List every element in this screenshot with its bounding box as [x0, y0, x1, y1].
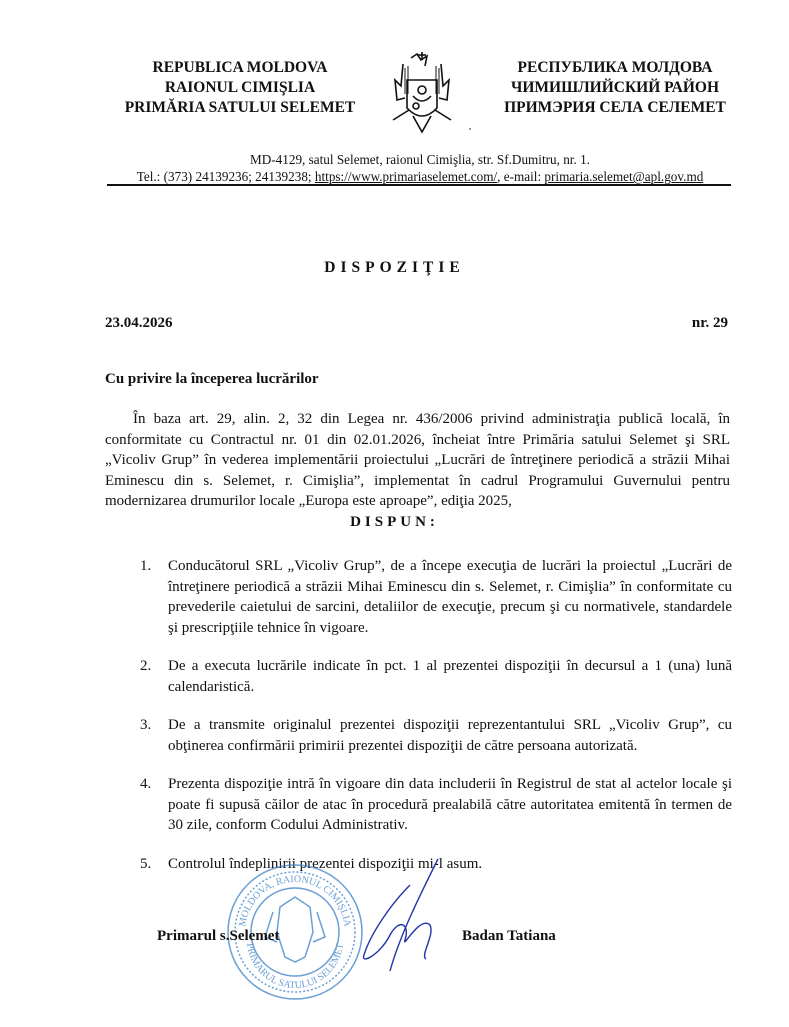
email-link[interactable]: primaria.selemet@apl.gov.md — [544, 169, 704, 184]
header-left — [100, 58, 380, 118]
contact-line — [100, 168, 740, 185]
document-subject: Cu privire la începerea lucrărilor — [105, 371, 319, 387]
list-item — [140, 556, 732, 638]
list-item — [140, 774, 732, 836]
item-text: De a transmite originalul prezentei dispoziţii reprezentantului SRL „Vicoliv Grup”, cu obţinerea confirmării primirii prezentei dispoziţii de către persoana autorizată. — [168, 717, 732, 754]
contact-block — [100, 151, 740, 185]
dispositions-list — [140, 556, 732, 892]
email-label: , e-mail: — [497, 169, 545, 184]
website-link[interactable]: https://www.primariaselemet.com/ — [314, 169, 498, 184]
document-date: 23.04.2026 — [105, 315, 173, 331]
item-text: Conducătorul SRL „Vicoliv Grup”, de a începe execuţia de lucrări la proiectul „Lucrări de întreţinere periodică a străzii Mihai Eminescu din s. Selemet, r. Cimişlia” în conformitate cu prevederile caietului de sarcini, detaliilor de execuţie, precum şi cu normativele, standardele şi prescripţiile tehnice în vigoare. — [168, 558, 732, 636]
address: MD-4129, satul Selemet, raionul Cimişlia, str. Sf.Dumitru, nr. 1. — [250, 152, 590, 167]
header-right — [470, 58, 760, 118]
signatory-name: Badan Tatiana — [462, 928, 556, 944]
item-number: 3. — [140, 717, 152, 733]
handwritten-signature — [350, 855, 450, 975]
dispun-heading: DISPUN: — [350, 514, 439, 530]
header-divider — [107, 184, 731, 186]
stamp-text-bottom: PRIMARUL SATULUI SELEMET — [244, 942, 346, 992]
document-title: DISPOZIŢIE — [324, 259, 465, 276]
header-left-line: RAIONUL CIMIŞLIA — [164, 79, 316, 96]
item-text: De a executa lucrările indicate în pct. 1 al prezentei dispoziţii în decursul a 1 (una) lună calendaristică. — [168, 658, 732, 695]
moldova-coat-of-arms-icon — [383, 50, 461, 134]
header-left-line: REPUBLICA MOLDOVA — [152, 59, 328, 76]
list-item — [140, 656, 732, 697]
preamble: În baza art. 29, alin. 2, 32 din Legea nr. 436/2006 privind administraţia publică locală, în conformitate cu Contractul nr. 01 din 02.01.2026, încheiat între Primăria satului Selemet şi SRL „Vicoliv Grup” în vederea implementării proiectului „Lucrări de întreţinere periodică a străzii Mihai Eminescu din s. Selemet, r. Cimişlia”, implementat în cadrul Programului Guvernului pentru modernizarea drumurilor locale „Europa este aproape”, ediţia 2025, — [105, 411, 730, 509]
stamp-text-top: MOLDOVA, RAIONUL CIMIŞLIA — [237, 873, 353, 928]
item-number: 1. — [140, 558, 152, 574]
header-left-line: PRIMĂRIA SATULUI SELEMET — [124, 99, 356, 116]
item-text: Controlul îndeplinirii prezentei dispoziţii mi-l asum. — [168, 855, 483, 872]
header-right-line: РЕСПУБЛИКА МОЛДОВА — [517, 59, 713, 76]
item-text: Prezenta dispoziţie intră în vigoare din data includerii în Registrul de stat al actelor locale şi poate fi supusă căilor de atac în procedură prealabilă către autoritatea emitentă în termen de 30 zile, conform Codului Administrativ. — [168, 776, 732, 833]
list-item — [140, 715, 732, 756]
item-number: 5. — [140, 855, 152, 872]
item-number: 4. — [140, 776, 152, 792]
signatory-title: Primarul s.Selemet — [157, 928, 280, 944]
speck — [469, 128, 471, 130]
phone: Tel.: (373) 24139236; 24139238; — [136, 169, 315, 184]
item-number: 2. — [140, 658, 152, 674]
header-right-line: ПРИМЭРИЯ СЕЛА СЕЛЕМЕТ — [504, 99, 726, 116]
document-number: nr. 29 — [691, 315, 728, 331]
header-right-line: ЧИМИШЛИЙСКИЙ РАЙОН — [510, 79, 720, 96]
